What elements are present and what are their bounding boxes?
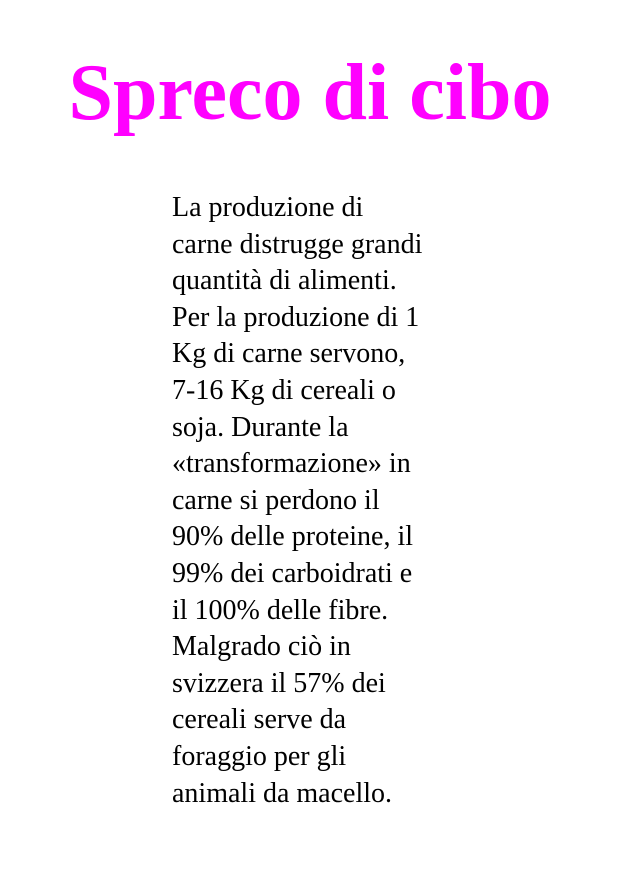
text-line: svizzera il 57% dei bbox=[172, 667, 386, 699]
text-line: 7-16 Kg di cereali o bbox=[172, 374, 396, 406]
text-line: Per la produzione di 1 bbox=[172, 301, 420, 333]
text-line: cereali serve da bbox=[172, 704, 347, 736]
text-line: quantità di alimenti. bbox=[172, 265, 397, 297]
text-line: Kg di carne servono, bbox=[172, 338, 406, 370]
text-line: 99% dei carboidrati e bbox=[172, 557, 413, 589]
text-line: animali da macello. bbox=[172, 777, 393, 809]
text-line: carne si perdono il bbox=[172, 484, 380, 516]
text-line: soja. Durante la bbox=[172, 411, 349, 443]
text-line: Malgrado ciò in bbox=[172, 631, 351, 663]
text-line: 90% delle proteine, il bbox=[172, 521, 414, 553]
body-paragraph bbox=[172, 190, 472, 812]
text-line: «transformazione» in bbox=[172, 448, 411, 480]
text-line: il 100% delle fibre. bbox=[172, 594, 389, 626]
page-title: Spreco di cibo bbox=[68, 49, 552, 137]
text-line: carne distrugge grandi bbox=[172, 228, 423, 260]
text-line: La produzione di bbox=[172, 192, 364, 223]
text-line: foraggio per gli bbox=[172, 740, 347, 772]
